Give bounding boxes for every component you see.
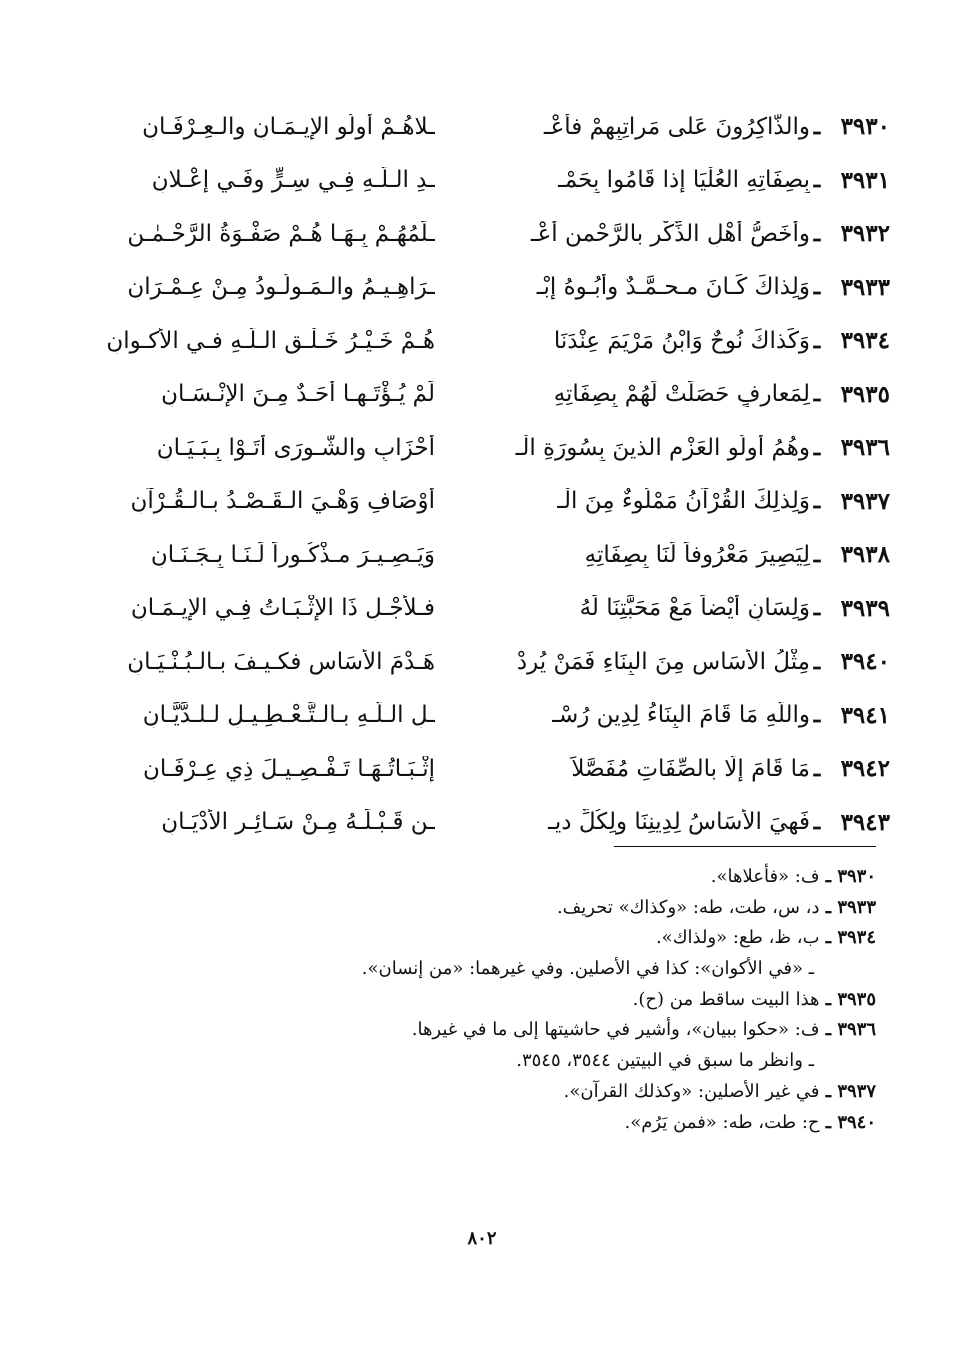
- verse-dash: ـ: [813, 381, 821, 408]
- verse-dash: ـ: [813, 327, 821, 354]
- footnote-line: ٣٩٣٧ ـ في غير الأصلين: «وكذلك القرآن».: [563, 1080, 876, 1102]
- verse-dash: ـ: [813, 167, 821, 194]
- footnote-text: ح: طت، طه: «فمن يَرُم».: [624, 1111, 820, 1133]
- verse-first-hemistich: والذَّاكِرُونَ عَلى مَراتِبِهِمْ فأعْـ: [543, 113, 810, 140]
- verse-line: [80, 475, 890, 529]
- verse-dash: ـ: [813, 648, 821, 675]
- verse-first-hemistich: لِيَصِيرَ مَعْرُوفاً لَنَا بِصِفَاتِهِ: [584, 541, 810, 568]
- verse-first-hemistich: وَكَذاكَ نُوحٌ وَابْنُ مَرْيَمَ عِنْدَنَا: [553, 327, 810, 354]
- verse-number: ٣٩٣٣: [840, 273, 890, 301]
- verse-number: ٣٩٣٨: [840, 541, 890, 569]
- page-number: ٨٠٢: [467, 1228, 497, 1249]
- verse-number: ٣٩٣٥: [840, 380, 890, 408]
- footnote-line: [76, 1046, 876, 1077]
- verse-second-hemistich: أحْزَابِ والشُّـورَى أتَـوْا بِـبَـيَـانِ: [156, 434, 435, 461]
- footnote-text: ـ وانظر ما سبق في البيتين ٣٥٤٤، ٣٥٤٥.: [516, 1050, 814, 1072]
- verse-number: ٣٩٤١: [840, 701, 890, 729]
- footnote-line: ٣٩٤٠ ـ ح: طت، طه: «فمن يَرُم».: [624, 1111, 876, 1133]
- verse-dash: ـ: [813, 488, 821, 515]
- verse-second-hemistich: لَمْ يُـؤْتَـهـا أحَـدٌ مِـنَ الإنْـسَـانِ: [161, 381, 435, 408]
- verse-second-hemistich: ـلاهُـمْ أولُو الإيـمَـانِ والـعِـرْفَـانِ: [142, 113, 435, 140]
- footnote-text: ف: «حكوا ببيان»، وأشير في حاشيتها إلى ما في غيرها.: [411, 1019, 820, 1041]
- verse-first-hemistich: لِمَعارِفٍ حَصَلَتْ لَهُمْ بِصِفَاتِهِ: [553, 381, 810, 408]
- verse-dash: ـ: [813, 541, 821, 568]
- verse-line: [80, 796, 890, 850]
- verse-first-hemistich: فَهِيَ الأسَاسُ لِدِينِنَا ولِكُلِّ ديـ: [548, 809, 810, 836]
- verse-line: [80, 368, 890, 422]
- verse-line: [80, 100, 890, 154]
- footnote-number: ٣٩٣٦: [837, 1019, 876, 1041]
- footnote-line: [76, 954, 876, 985]
- footnotes: [76, 862, 876, 1138]
- verse-second-hemistich: وَيَـصِـيـرَ مـذْكُـوراً لَـنَـا بِـجَـنَـانِ: [150, 541, 435, 568]
- verse-second-hemistich: ـلَمُهُـمْ بِـهَـا هُـمْ صَفْـوَةُ الرَّحْـمٰـنِ: [127, 220, 435, 247]
- verse-dash: ـ: [813, 220, 821, 247]
- footnote-line: ٣٩٣٦ ـ ف: «حكوا ببيان»، وأشير في حاشيتها إلى ما في غيرها.: [411, 1019, 876, 1041]
- footnote-number: ٣٩٣٤: [837, 927, 876, 949]
- verse-dash: ـ: [813, 274, 821, 301]
- verse-line: [80, 635, 890, 689]
- verse-first-hemistich: وَلِسَانٍ أيْضاً مَعْ مَحَبَّتِنَا لَهُ: [579, 595, 810, 622]
- verse-number: ٣٩٣٤: [840, 327, 890, 355]
- verse-dash: ـ: [813, 434, 821, 461]
- verse-line: [80, 582, 890, 636]
- verse-first-hemistich: وَلِذلِكَ القُرْآنُ مَمْلُوءٌ مِنَ الْـ: [557, 488, 810, 515]
- verse-second-hemistich: إثْـبَـاتُـهَـا تَـفْـصِـيـلَ ذِي عِـرْفَـانِ: [143, 755, 435, 782]
- verse-second-hemistich: ـرَاهِـيـمُ والـمَـولُـودُ مِـنْ عِـمْـرَانِ: [127, 274, 435, 301]
- verse-line: [80, 528, 890, 582]
- verse-line: [80, 689, 890, 743]
- footnote-line: ٣٩٣٥ ـ هذا البيت ساقط من (ح).: [632, 988, 876, 1010]
- verse-first-hemistich: واللَّهِ مَا قَامَ البِنَاءُ لِدِينِ رُسْـ: [552, 702, 810, 729]
- verse-dash: ـ: [813, 113, 821, 140]
- footnote-text: ب، ظ، طع: «ولذاك».: [655, 927, 820, 949]
- verse-number: ٣٩٣٠: [840, 113, 890, 141]
- verse-second-hemistich: ـدِ الـلَّـهِ فِـي سِـرٍّ وفَـي إعْـلانِ: [151, 167, 435, 194]
- footnote-number: ٣٩٣٧: [837, 1080, 876, 1102]
- verse-number: ٣٩٤٢: [840, 755, 890, 783]
- verse-number: ٣٩٣٧: [840, 487, 890, 515]
- verse-dash: ـ: [813, 595, 821, 622]
- verse-first-hemistich: مَا قَامَ إلَّا بالصِّفَاتِ مُفَصَّلاً: [571, 755, 810, 782]
- verse-dash: ـ: [813, 702, 821, 729]
- verse-second-hemistich: ـلِ الـلَّـهِ بـالـتَّـعْـطِـيـلِ لـلـدَّيَّـانِ: [142, 702, 435, 729]
- verse-second-hemistich: هُـمْ خَـيْـرُ خَـلْـقِ الـلَّـهِ فـي الأكـوانِ: [106, 327, 435, 354]
- verse-first-hemistich: وهُمُ أولُو العَزْمِ الذينَ بِسُورَةِ الْـ: [515, 434, 810, 461]
- verse-number: ٣٩٣١: [840, 166, 890, 194]
- verse-first-hemistich: وَلِذاكَ كَـانَ مـحـمَّـدٌ وأبُـوهُ إبْـ: [536, 274, 810, 301]
- verse-number: ٣٩٤٣: [840, 808, 890, 836]
- verse-first-hemistich: وأخَصُّ أهْلِ الذِّكْرِ بالرَّحْمنِ أعْـ: [530, 220, 810, 247]
- footnote-number: ٣٩٤٠: [837, 1111, 876, 1133]
- verse-second-hemistich: فـلأجْـلِ ذَا الإثْـبَـاتُ فِـي الإيـمَـانِ: [130, 595, 435, 622]
- footnote-text: د، س، طت، طه: «وكذاك» تحريف.: [556, 896, 820, 918]
- footnote-text: ـ «في الأكوان»: كذا في الأصلين. وفي غيرهما: «من إنسان».: [361, 958, 814, 980]
- verse-dash: ـ: [813, 755, 821, 782]
- verse-line: [80, 314, 890, 368]
- footnote-number: ٣٩٣٣: [837, 896, 876, 918]
- verse-first-hemistich: مِثْلُ الأسَاسِ مِنَ البِنَاءِ فَمَنْ يُرِدْ: [516, 648, 810, 675]
- verse-line: [80, 742, 890, 796]
- verse-second-hemistich: هَـدْمَ الأسَاسِ فكـيـفَ بـالـبُـنْـيَـانِ: [127, 648, 435, 675]
- verse-number: ٣٩٤٠: [840, 648, 890, 676]
- footnote-separator: [614, 846, 876, 847]
- verse-second-hemistich: ـنٍ قَـبْـلَـهُ مِـنْ سَـائِـرِ الأدْيَـانِ: [161, 809, 435, 836]
- footnote-line: ٣٩٣٤ ـ ب، ظ، طع: «ولذاك».: [655, 927, 876, 949]
- verse-line: [80, 421, 890, 475]
- footnote-text: في غير الأصلين: «وكذلك القرآن».: [563, 1080, 820, 1102]
- footnote-text: هذا البيت ساقط من (ح).: [632, 988, 820, 1010]
- footnote-number: ٣٩٣٠: [837, 866, 876, 887]
- poem-verses: [80, 100, 890, 849]
- verse-number: ٣٩٣٢: [840, 220, 890, 248]
- footnote-number: ٣٩٣٥: [837, 988, 876, 1010]
- verse-line: [80, 207, 890, 261]
- verse-first-hemistich: بِصِفَاتِهِ العُلْيَا إذا قَامُوا بِحَمْـ: [558, 167, 810, 194]
- verse-line: [80, 261, 890, 315]
- footnote-line: ٣٩٣٣ ـ د، س، طت، طه: «وكذاك» تحريف.: [556, 896, 876, 918]
- footnote-text: ف: «فأعلاها».: [710, 866, 820, 887]
- verse-dash: ـ: [813, 809, 821, 836]
- verse-line: [80, 154, 890, 208]
- verse-number: ٣٩٣٦: [840, 434, 890, 462]
- verse-second-hemistich: أوْصَافِ وَهْـيَ الـقَـصْـدُ بـالـقُـرْآنِ: [130, 488, 435, 515]
- footnote-line: ٣٩٣٠ ـ ف: «فأعلاها».: [710, 866, 876, 887]
- verse-number: ٣٩٣٩: [840, 594, 890, 622]
